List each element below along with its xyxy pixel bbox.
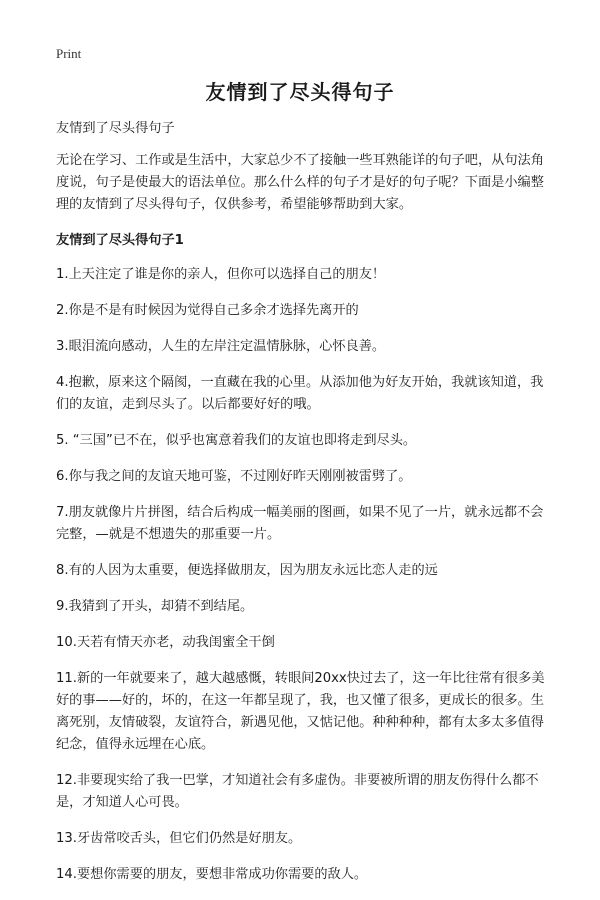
list-item: 14.要想你需要的朋友，要想非常成功你需要的敌人。 xyxy=(56,867,368,882)
list-item: 1.上天注定了谁是你的亲人，但你可以选择自己的朋友！ xyxy=(56,267,386,282)
list-item: 12.非要现实给了我一巴掌，才知道社会有多虚伪。非要被所谓的朋友伤得什么都不是，才知道人心可畏。 xyxy=(56,773,539,810)
intro-paragraph: 无论在学习、工作或是生活中，大家总少不了接触一些耳熟能详的句子吧，从句法角度说，句子是使最大的语法单位。那么什么样的句子才是好的句子呢？下面是小编整理的友情到了尽头得句子，仅供参考，希望能够帮助到大家。 xyxy=(56,153,544,212)
article-body xyxy=(56,118,556,900)
list-item: 6.你与我之间的友谊天地可鉴，不过刚好昨天刚刚被雷劈了。 xyxy=(56,469,412,484)
list-item: 9.我猜到了开头，却猜不到结尾。 xyxy=(56,599,254,614)
article-subtitle: 友情到了尽头得句子 xyxy=(56,121,175,136)
list-item: 11.新的一年就要来了，越大越感慨，转眼间20xx快过去了，这一年比往常有很多美好的事——好的，坏的，在这一年都呈现了，我，也又懂了很多，更成长的很多。生离死别，友情破裂，友谊符合，新遇见他，又惦记他。种种种种，都有太多太多值得纪念，值得永远埋在心底。 xyxy=(56,671,545,752)
print-label: Print xyxy=(56,46,82,61)
list-item: 5. “三国”已不在，似乎也寓意着我们的友谊也即将走到尽头。 xyxy=(56,433,417,448)
list-item: 3.眼泪流向感动，人生的左岸注定温情脉脉，心怀良善。 xyxy=(56,339,386,354)
list-item: 8.有的人因为太重要，便选择做朋友，因为朋友永远比恋人走的远 xyxy=(56,563,438,578)
list-item: 4.抱歉，原来这个隔阂，一直藏在我的心里。从添加他为好友开始，我就该知道，我们的友谊，走到尽头了。以后都要好好的哦。 xyxy=(56,375,544,412)
list-item: 7.朋友就像片片拼图，结合后构成一幅美丽的图画，如果不见了一片，就永远都不会完整，—就是不想遗失的那重要一片。 xyxy=(56,505,544,542)
list-item: 10.天若有情天亦老，动我闺蜜全干倒 xyxy=(56,635,275,650)
section-heading: 友情到了尽头得句子1 xyxy=(56,233,184,248)
page-title: 友情到了尽头得句子 xyxy=(205,80,395,104)
list-item: 2.你是不是有时候因为觉得自己多余才选择先离开的 xyxy=(56,303,359,318)
list-item: 13.牙齿常咬舌头，但它们仍然是好朋友。 xyxy=(56,831,302,846)
